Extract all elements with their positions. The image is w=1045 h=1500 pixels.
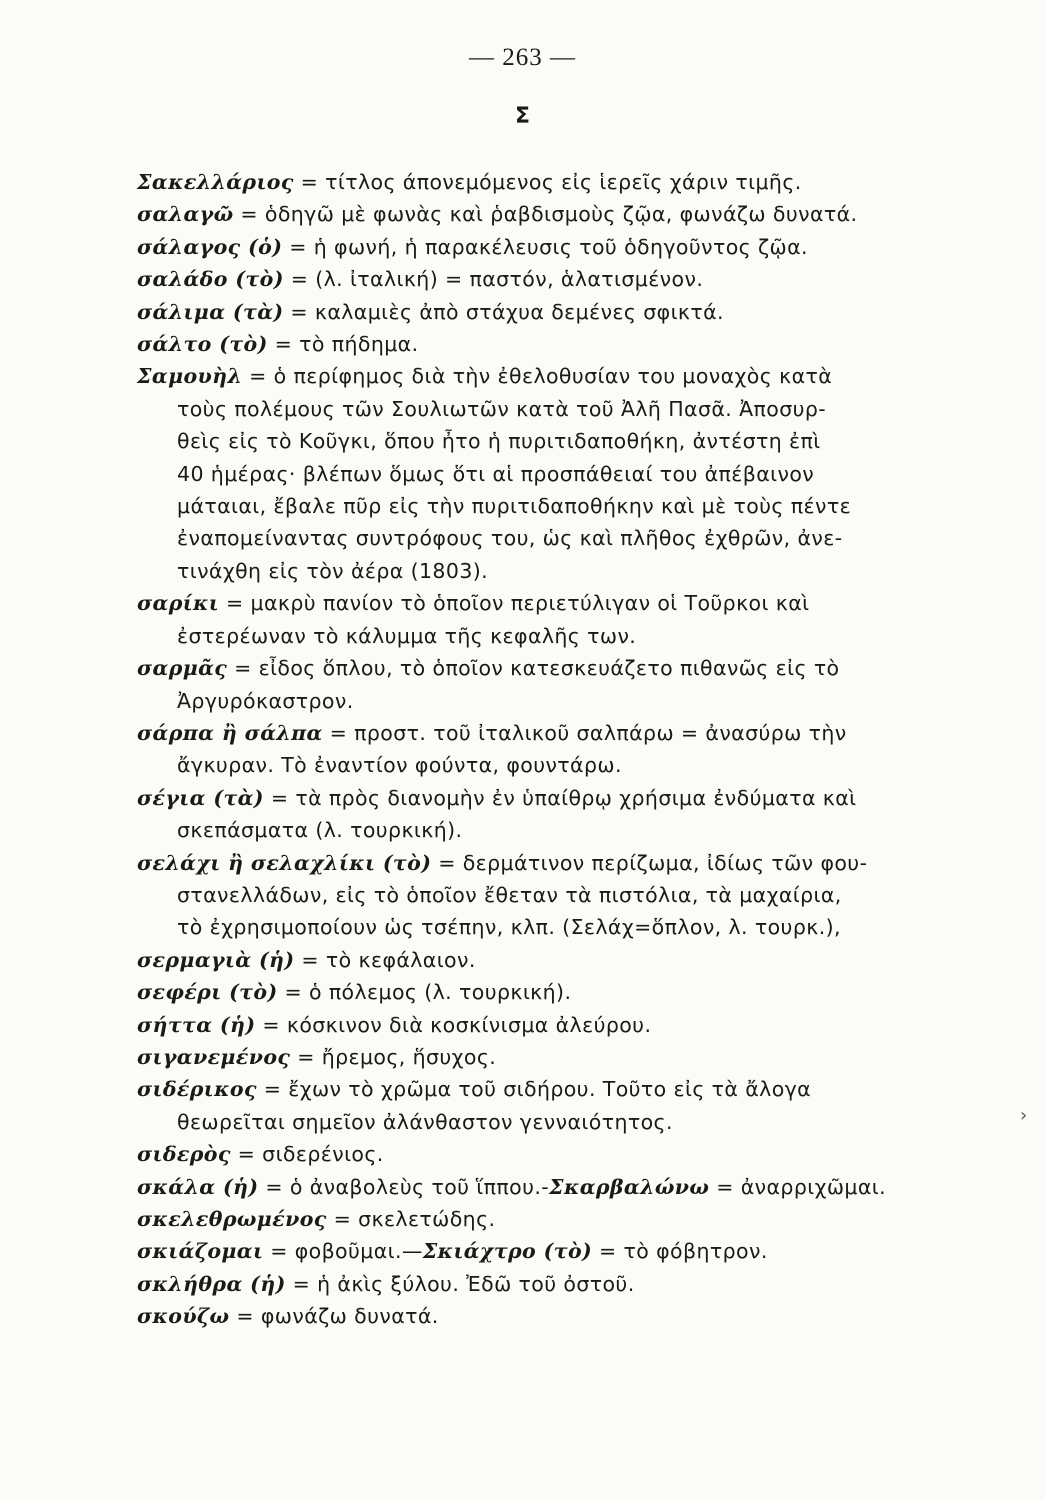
entry-definition: = (λ. ἰταλική) = παστόν, ἁλατισμένον. [283,267,704,292]
page-number: — 263 — [469,44,576,71]
dictionary-entry [137,652,927,717]
entry-headword: σάρπα ἢ σάλπα [137,720,323,745]
entry-definition: = φωνάζω δυνατά. [229,1304,439,1329]
entry-definition: = τὸ κεφάλαιον. [294,947,476,972]
entry-definition: = σιδερένιος. [230,1142,384,1167]
entry-headword: σιδερὸς [137,1142,231,1167]
entry-headword: σιγανεμένος [137,1044,291,1069]
entry-headword: Σαμουὴλ [137,364,243,389]
dictionary-entry [137,976,927,1008]
entry-headword: σκούζω [137,1304,230,1329]
entry-definition: = εἶδος ὅπλου, τὸ ὁποῖον κατεσκευάζετο πιθανῶς εἰς τὸ [227,656,840,681]
entry-definition: = ὁ ἀναβολεὺς τοῦ ἵππου.- [258,1174,550,1199]
dictionary-entry [137,717,927,782]
entry-definition: = τὰ πρὸς διανομὴν ἐν ὑπαίθρῳ χρήσιμα ἐνδύματα καὶ [263,785,857,810]
dictionary-entry [137,1300,927,1332]
entry-headword: σκλήθρα (ἡ) [137,1271,286,1296]
entry-list [137,166,927,1333]
dictionary-entry [137,1138,927,1170]
entry-continuation-line: τινάχθη εἰς τὸν ἀέρα (1803). [177,558,489,583]
entry-definition: = ὁδηγῶ μὲ φωνὰς καὶ ῥαβδισμοὺς ζῷα, φωνάζω δυνατά. [233,202,858,227]
entry-continuation-line: θεὶς εἰς τὸ Κοῦγκι, ὅπου ἦτο ἡ πυριτιδαποθήκη, ἀντέστη ἐπὶ [177,429,821,454]
entry-definition: = ὁ πόλεμος (λ. τουρκική). [277,980,572,1005]
entry-continuation-line: θεωρεῖται σημεῖον ἀλάνθαστον γενναιότητος. [177,1109,673,1134]
entry-headword: σαλάδο (τὸ) [137,267,284,292]
dictionary-entry [137,782,927,847]
dictionary-entry [137,1009,927,1041]
entry-definition: = μακρὺ πανίον τὸ ὁποῖον περιετύλιγαν οἱ Τοῦρκοι καὶ [219,591,810,616]
entry-subdefinition: = τὸ φόβητρον. [592,1239,768,1264]
dictionary-entry [137,1041,927,1073]
entry-subheadword: Σκαρβαλώνω [549,1174,710,1199]
entry-headword: σήττα (ἡ) [137,1012,256,1037]
entry-definition: = ἡ ἀκὶς ξύλου. Ἐδῶ τοῦ ὀστοῦ. [285,1271,635,1296]
entry-continuation-line: 40 ἡμέρας· βλέπων ὅμως ὅτι αἱ προσπάθειαί του ἀπέβαινον [177,461,815,486]
entry-subheadword: Σκιάχτρο (τὸ) [422,1239,593,1264]
entry-definition: = ὁ περίφημος διὰ τὴν ἐθελοθυσίαν του μοναχὸς κατὰ [242,364,833,389]
dictionary-entry [137,231,927,263]
dictionary-entry [137,1268,927,1300]
entry-headword: σιδέρικος [137,1077,257,1102]
entry-continuation-line: ἐστερέωναν τὸ κάλυμμα τῆς κεφαλῆς των. [177,623,637,648]
entry-definition: = ἔχων τὸ χρῶμα τοῦ σιδήρου. Τοῦτο εἰς τὰ ἄλογα [256,1077,812,1102]
entry-headword: Σακελλάριος [137,170,294,194]
entry-continuation-line: στανελλάδων, εἰς τὸ ὁποῖον ἔθεταν τὰ πιστόλια, τὰ μαχαίρια, [177,882,842,907]
entry-headword: σάλιμα (τὰ) [137,299,284,324]
margin-mark: › [1020,1105,1028,1126]
entry-headword: σαρίκι [137,591,220,616]
entry-subdefinition: = ἀναρριχῶμαι. [709,1174,887,1199]
entry-headword: σάλτο (τὸ) [137,332,268,357]
entry-definition: = κόσκινον διὰ κοσκίνισμα ἀλεύρου. [255,1012,652,1037]
entry-headword: σκάλα (ἡ) [137,1174,259,1199]
entry-headword: σκελεθρωμένος [137,1207,327,1231]
entry-definition: = φοβοῦμαι.— [263,1239,423,1264]
dictionary-entry [137,1171,927,1203]
entry-continuation-line: τοὺς πολέμους τῶν Σουλιωτῶν κατὰ τοῦ Ἀλῆ Πασᾶ. Ἀποσυρ- [177,396,827,421]
entry-headword: σαρμᾶς [137,656,228,681]
entry-definition: = ἤρεμος, ἥσυχος. [290,1044,497,1069]
dictionary-entry [137,1073,927,1138]
dictionary-entry [137,944,927,976]
entry-headword: σκιάζομαι [137,1239,264,1264]
entry-continuation-line: τὸ ἐχρησιμοποίουν ὡς τσέπην, κλπ. (Σελάχ=ὅπλον, λ. τουρκ.), [177,915,841,940]
dictionary-entry [137,1203,927,1235]
dictionary-entry [137,587,927,652]
entry-definition: = προστ. τοῦ ἰταλικοῦ σαλπάρω = ἀνασύρω τὴν [322,720,847,745]
entry-continuation-line: ἄγκυραν. Τὸ ἐναντίον φούντα, φουντάρω. [177,753,622,778]
entry-headword: σάλαγος (ὁ) [137,234,283,259]
entry-definition: = τὸ πήδημα. [267,332,419,357]
entry-headword: σαλαγῶ [137,202,234,227]
dictionary-entry [137,847,927,944]
dictionary-entry [137,198,927,230]
dictionary-entry [137,263,927,295]
entry-definition: = δερμάτινον περίζωμα, ἰδίως τῶν φου- [431,850,868,875]
entry-headword: σερμαγιὰ (ἡ) [137,947,295,972]
entry-continuation-line: Ἀργυρόκαστρον. [177,688,354,713]
dictionary-entry [137,328,927,360]
entry-definition: = ἡ φωνή, ἡ παρακέλευσις τοῦ ὁδηγοῦντος ζῷα. [282,234,808,259]
dictionary-entry [137,166,927,198]
dictionary-entry [137,296,927,328]
entry-continuation-line: ἐναπομείναντας συντρόφους του, ὡς καὶ πλῆθος ἐχθρῶν, ἀνε- [177,526,843,551]
entry-headword: σέγια (τὰ) [137,785,264,810]
entry-definition: = σκελετώδης. [326,1207,496,1231]
entry-continuation-line: σκεπάσματα (λ. τουρκική). [177,818,463,843]
dictionary-entry [137,1235,927,1267]
entry-definition: = τίτλος άπονεμόμενος εἰς ἱερεῖς χάριν τιμῆς. [293,170,802,194]
entry-headword: σεφέρι (τὸ) [137,980,278,1005]
entry-headword: σελάχι ἢ σελαχλίκι (τὸ) [137,850,432,875]
section-letter: Σ [514,104,531,129]
dictionary-entry [137,360,927,587]
entry-definition: = καλαμιὲς ἀπὸ στάχυα δεμένες σφικτά. [283,299,724,324]
entry-continuation-line: μάταιαι, ἔβαλε πῦρ εἰς τὴν πυριτιδαποθήκην καὶ μὲ τοὺς πέντε [177,494,852,519]
